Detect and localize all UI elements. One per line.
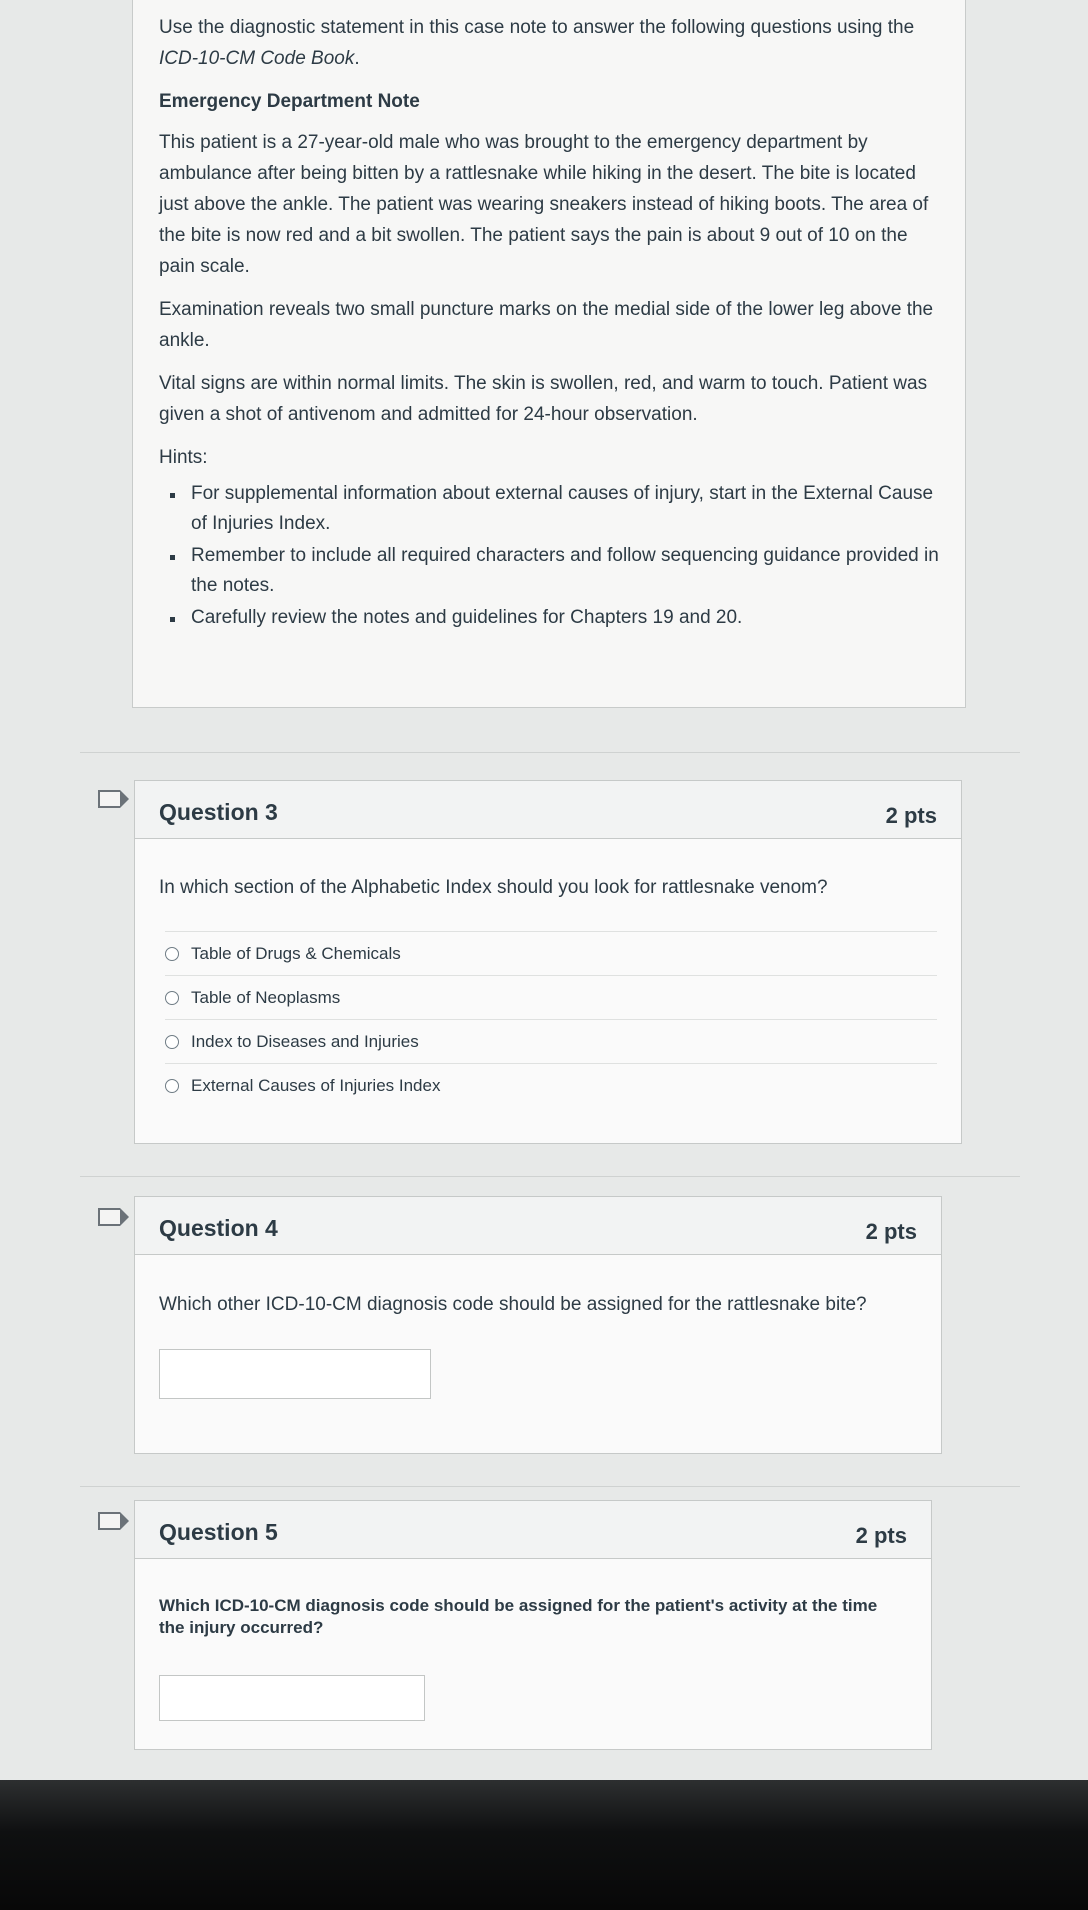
case-note-paragraph-3: Vital signs are within normal limits. The skin is swollen, red, and warm to touch. Patient was given a shot of antivenom and admitted for 24-hour observation. — [159, 373, 928, 425]
question-text: Which ICD-10-CM diagnosis code should be assigned for the patient's activity at the time the injury occurred? — [159, 1596, 878, 1637]
answer-option[interactable] — [165, 1019, 937, 1063]
answer-label: Table of Drugs & Chemicals — [191, 943, 401, 963]
answer-label: Index to Diseases and Injuries — [191, 1031, 419, 1051]
question-header — [135, 1197, 941, 1255]
intro-suffix: . — [354, 48, 360, 69]
case-note-title: Emergency Department Note — [159, 91, 420, 112]
screen-bezel — [0, 1780, 1088, 1910]
radio-button[interactable] — [165, 947, 179, 961]
answer-option[interactable] — [165, 931, 937, 975]
divider — [80, 752, 1020, 753]
radio-button[interactable] — [165, 1035, 179, 1049]
question-title: Question 4 — [159, 1215, 278, 1241]
divider — [80, 1176, 1020, 1177]
question-text: Which other ICD-10-CM diagnosis code should be assigned for the rattlesnake bite? — [159, 1294, 867, 1315]
intro-book-title: ICD-10-CM Code Book — [159, 48, 355, 69]
hint-item: Carefully review the notes and guidelines for Chapters 19 and 20. — [165, 603, 939, 633]
answer-option[interactable] — [165, 975, 937, 1019]
radio-button[interactable] — [165, 1079, 179, 1093]
hint-item: For supplemental information about external causes of injury, start in the External Cause of Injuries Index. — [165, 479, 939, 539]
question-points: 2 pts — [855, 1523, 907, 1548]
answer-input[interactable] — [159, 1675, 425, 1721]
question-points: 2 pts — [885, 803, 937, 828]
intro-text: Use the diagnostic statement in this case note to answer the following questions using the — [159, 17, 915, 38]
answer-label: Table of Neoplasms — [191, 987, 341, 1007]
question-header — [135, 1501, 931, 1559]
hints-label: Hints: — [159, 447, 208, 468]
answer-input[interactable] — [159, 1349, 431, 1399]
flag-question-icon[interactable] — [98, 790, 120, 808]
divider — [80, 1486, 1020, 1487]
question-4 — [134, 1196, 942, 1454]
radio-button[interactable] — [165, 991, 179, 1005]
answer-label: External Causes of Injuries Index — [191, 1075, 441, 1095]
question-points: 2 pts — [865, 1219, 917, 1244]
question-title: Question 3 — [159, 799, 278, 825]
hint-item: Remember to include all required characters and follow sequencing guidance provided in the notes. — [165, 541, 939, 601]
case-note-paragraph-2: Examination reveals two small puncture marks on the medial side of the lower leg above the ankle. — [159, 299, 934, 351]
case-note-intro — [159, 12, 939, 74]
flag-question-icon[interactable] — [98, 1208, 120, 1226]
question-title: Question 5 — [159, 1519, 278, 1545]
question-5 — [134, 1500, 932, 1750]
case-note-paragraph-1: This patient is a 27-year-old male who was brought to the emergency department by ambulance after being bitten by a rattlesnake while hiking in the desert. The bite is located just above the ankle. The patient was wearing sneakers instead of hiking boots. The area of the bite is now red and a bit swollen. The patient says the pain is about 9 out of 10 on the pain scale. — [159, 132, 929, 277]
case-note-card — [132, 0, 966, 708]
question-3 — [134, 780, 962, 1144]
question-header — [135, 781, 961, 839]
flag-question-icon[interactable] — [98, 1512, 120, 1530]
answer-option[interactable] — [165, 1063, 937, 1107]
hints-list — [165, 479, 939, 633]
question-text: In which section of the Alphabetic Index should you look for rattlesnake venom? — [159, 877, 828, 898]
